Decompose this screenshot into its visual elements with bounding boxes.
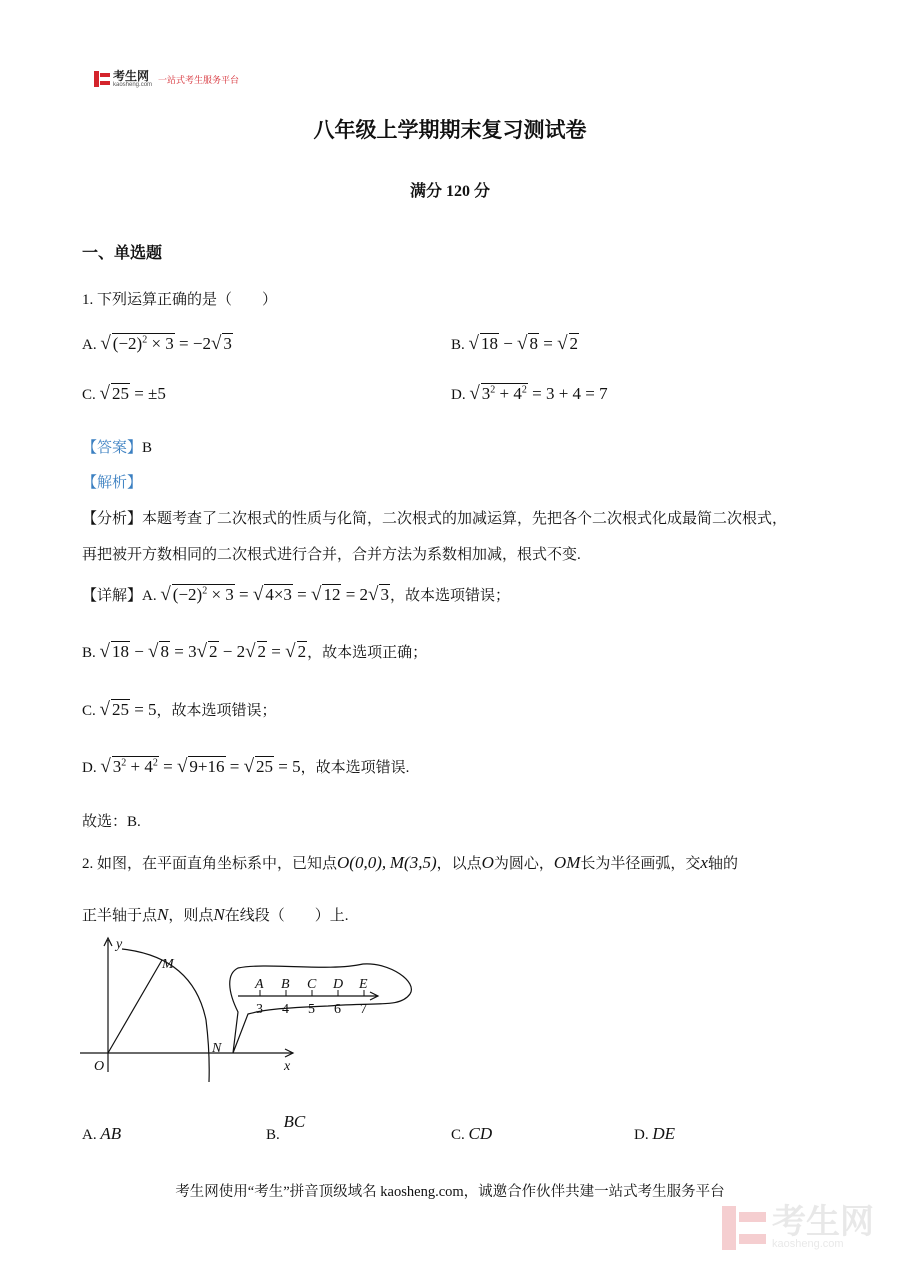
detail-d-formula: √ $3^2 + 4^2$ = √ 9+16 = √ 25 = 5 bbox=[100, 756, 301, 777]
fig-letter-e: E bbox=[359, 977, 368, 992]
q2-x: x bbox=[700, 853, 708, 872]
q1-option-c bbox=[82, 383, 166, 405]
q2-option-a bbox=[82, 1124, 121, 1144]
answer-value: B bbox=[142, 440, 153, 456]
q1-option-a-formula: √ $(-2)^2 \times 3 = -2√$ 3 bbox=[100, 333, 232, 354]
q2-stem-line2b: ，则点 bbox=[168, 908, 214, 924]
answer-tag: 【答案】 bbox=[82, 440, 143, 456]
detail-c-formula: √ 25 = 5 bbox=[99, 699, 157, 720]
q2-stem-line2 bbox=[82, 904, 348, 925]
q1-option-a-label: A. bbox=[82, 337, 97, 353]
fig-tick-4: 4 bbox=[282, 1002, 289, 1017]
q2-n-1: N bbox=[157, 905, 169, 924]
q2-option-c bbox=[451, 1124, 492, 1144]
q2-stem-part5: 轴的 bbox=[707, 856, 738, 872]
detail-c-label: C. bbox=[82, 703, 96, 719]
page-title: 八年级上学期期末复习测试卷 bbox=[313, 118, 587, 142]
q2-option-d bbox=[634, 1124, 675, 1144]
q2-n-2: N bbox=[213, 905, 225, 924]
analysis-tag: 【解析】 bbox=[82, 475, 143, 491]
logo-domain: kaosheng.com bbox=[113, 82, 153, 88]
page-footer: 考生网使用“考生”拼音顶级域名 kaosheng.com，诚邀合作伙伴共建一站式考生服务平台 bbox=[175, 1184, 725, 1200]
header-slogan: 一站式考生服务平台 bbox=[158, 74, 240, 85]
q1-option-d-formula: √ $3^2 + 4^2 = 3 + 4 = 7$ bbox=[469, 383, 608, 404]
q2-option-c-label: C. bbox=[451, 1127, 465, 1143]
detail-d-label: D. bbox=[82, 760, 97, 776]
q2-stem-part3: 为圆心， bbox=[493, 856, 554, 872]
q2-stem-part4: 长为半径画弧，交 bbox=[580, 856, 701, 872]
fig-letter-a: A bbox=[255, 977, 264, 992]
q2-option-c-value: CD bbox=[468, 1124, 493, 1143]
q1-detail-a bbox=[82, 584, 510, 606]
q1-analysis-line1: 【分析】本题考查了二次根式的性质与化简，二次根式的加减运算，先把各个二次根式化成最简二次根式， bbox=[82, 511, 788, 527]
fig-label-y: y bbox=[116, 937, 123, 952]
q1-option-c-formula: √ 25 = ±5 bbox=[99, 383, 166, 404]
fig-label-x: x bbox=[284, 1059, 291, 1074]
q1-conclusion: 故选：B. bbox=[82, 814, 141, 830]
logo-icon bbox=[94, 71, 110, 87]
q1-detail-b bbox=[82, 641, 427, 663]
fig-label-n: N bbox=[212, 1041, 222, 1056]
q2-figure bbox=[78, 932, 418, 1082]
watermark-icon bbox=[722, 1206, 766, 1250]
q2-option-d-value: DE bbox=[652, 1124, 676, 1143]
q2-point-o: O(0,0), bbox=[337, 853, 387, 872]
q1-option-b bbox=[451, 333, 579, 355]
fig-letter-c: C bbox=[307, 977, 317, 992]
detail-d-tail: ，故本选项错误. bbox=[300, 760, 410, 776]
q2-stem-line1 bbox=[82, 852, 738, 873]
fig-tick-6: 6 bbox=[334, 1002, 341, 1017]
detail-tag: 【详解】A. bbox=[82, 588, 157, 604]
q1-option-d bbox=[451, 383, 608, 405]
q1-analysis-line2: 再把被开方数相同的二次根式进行合并，合并方法为系数相加减，根式不变. bbox=[82, 547, 581, 563]
watermark-logo bbox=[722, 1205, 874, 1250]
fig-tick-7: 7 bbox=[360, 1002, 367, 1017]
fig-tick-3: 3 bbox=[256, 1002, 263, 1017]
page-subtitle: 满分 120 分 bbox=[409, 183, 490, 200]
logo-name: 考生网 bbox=[113, 69, 150, 83]
q2-option-a-label: A. bbox=[82, 1127, 97, 1143]
fig-label-m: M bbox=[162, 957, 174, 972]
q1-detail-c bbox=[82, 699, 277, 721]
watermark-domain: kaosheng.com bbox=[772, 1238, 844, 1250]
q2-stem-part2: ，以点 bbox=[436, 856, 482, 872]
detail-b-tail: ，故本选项正确； bbox=[307, 645, 428, 661]
detail-b-label: B. bbox=[82, 645, 96, 661]
q1-answer bbox=[82, 436, 152, 457]
q2-option-b-value: BC bbox=[283, 1112, 306, 1131]
segment-om bbox=[108, 960, 162, 1053]
q2-option-d-label: D. bbox=[634, 1127, 649, 1143]
q2-option-a-value: AB bbox=[100, 1124, 122, 1143]
detail-c-tail: ，故本选项错误； bbox=[156, 703, 277, 719]
q1-option-b-formula: √ 18 − √ 8 = √ 2 bbox=[468, 333, 579, 354]
detail-b-formula: √ 18 − √ 8 = 3√ 2 − 2√ 2 = √ 2 bbox=[99, 641, 307, 662]
fig-tick-5: 5 bbox=[308, 1002, 315, 1017]
fig-letter-d: D bbox=[333, 977, 344, 992]
q1-stem: 1. 下列运算正确的是（ ） bbox=[82, 292, 278, 308]
q2-stem-line2a: 正半轴于点 bbox=[82, 908, 158, 924]
q2-option-b-label: B. bbox=[266, 1127, 280, 1143]
detail-a-formula: √ $(-2)^2 \times 3$ = √ 4×3 = √ 12 = 2√ 3 bbox=[160, 584, 389, 605]
q1-option-b-label: B. bbox=[451, 337, 465, 353]
fig-letter-b: B bbox=[281, 977, 290, 992]
section-heading: 一、单选题 bbox=[82, 245, 163, 262]
q2-om: OM bbox=[553, 853, 581, 872]
q2-point-m: M(3,5) bbox=[389, 853, 437, 872]
q1-option-d-label: D. bbox=[451, 387, 466, 403]
watermark-name: 考生网 bbox=[772, 1203, 874, 1241]
fig-label-o: O bbox=[94, 1059, 105, 1074]
q2-option-b bbox=[266, 1112, 306, 1144]
q1-detail-d bbox=[82, 756, 409, 778]
header-logo bbox=[94, 70, 239, 88]
q1-option-c-label: C. bbox=[82, 387, 96, 403]
q2-stem-line2c: 在线段（ ）上. bbox=[224, 908, 349, 924]
q2-o: O bbox=[481, 853, 494, 872]
q1-option-a bbox=[82, 333, 233, 355]
q2-stem-part1: 2. 如图，在平面直角坐标系中，已知点 bbox=[82, 856, 338, 872]
detail-a-tail: ，故本选项错误； bbox=[389, 588, 510, 604]
